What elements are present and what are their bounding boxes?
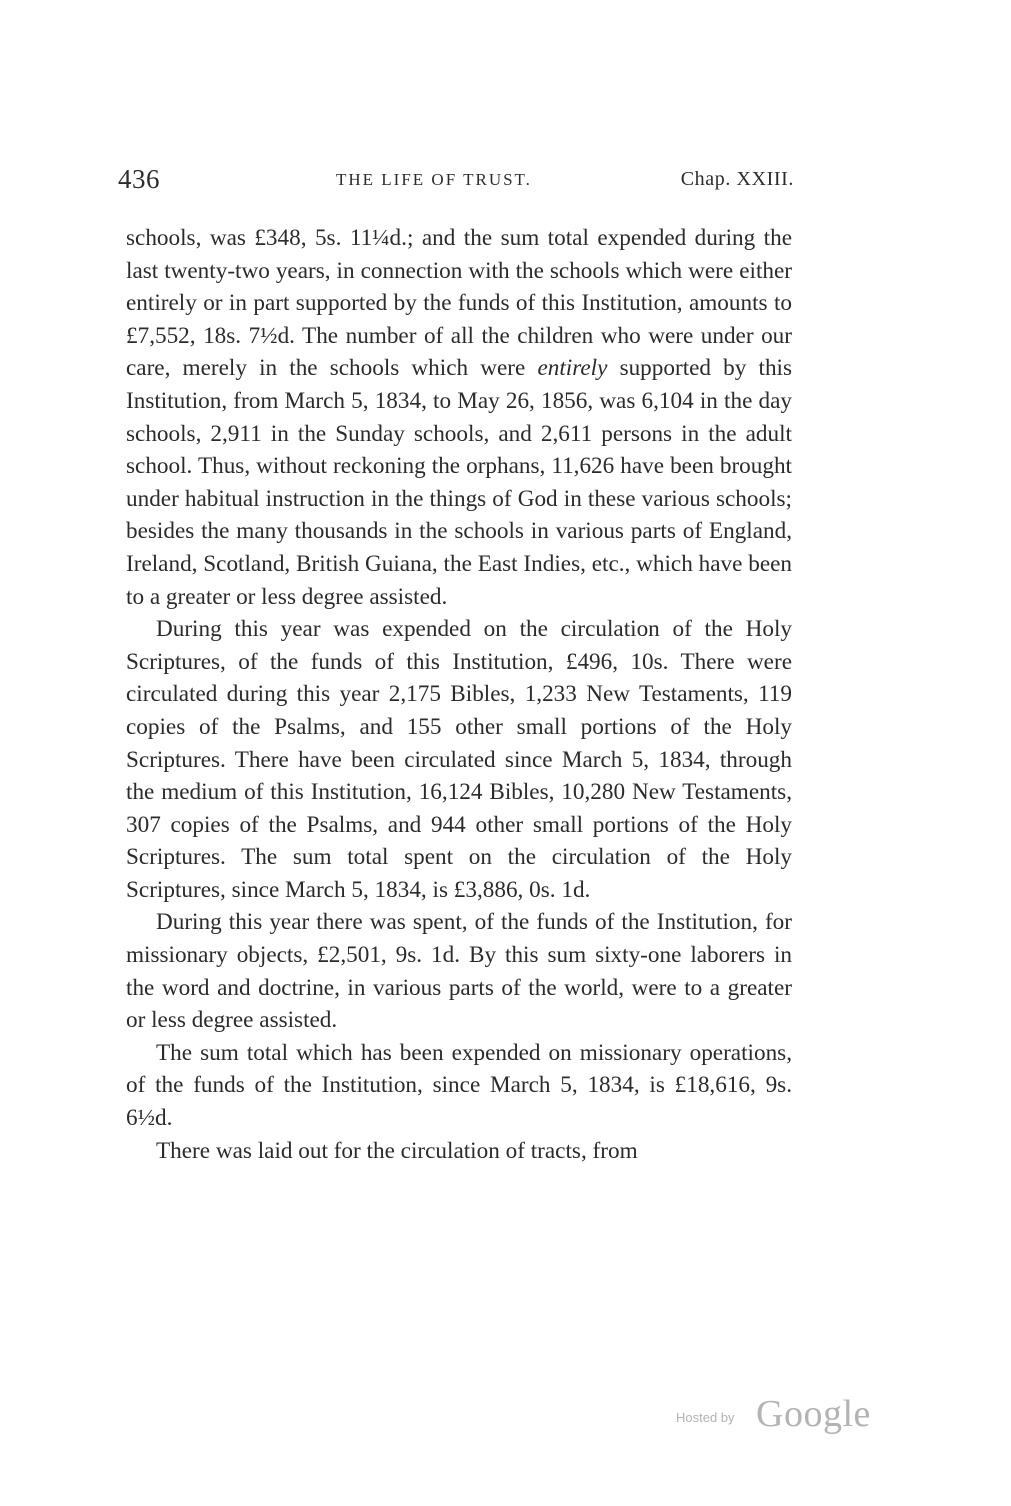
chapter-label: Chap. XXIII. <box>680 168 794 190</box>
paragraph-2: During this year was expended on the circulation of the Holy Scriptures, of the funds of this Institution, £496, 10s. There were circulated during this year 2,175 Bibles, 1,233 New Testaments, 119 copies of the Psalms, and 155 other small portions of the Holy Scriptures. There have been circulated since March 5, 1834, through the medium of this Institution, 16,124 Bibles, 10,280 New Testaments, 307 copies of the Psalms, and 944 other small portions of the Holy Scriptures. The sum total spent on the circulation of the Holy Scriptures, since March 5, 1834, is £3,886, 0s. 1d. <box>126 616 792 903</box>
hosted-by-watermark <box>676 1392 886 1440</box>
paragraph-1-emphasis: entirely <box>537 355 608 382</box>
page-number: 436 <box>118 164 160 194</box>
body-text <box>126 222 792 1167</box>
paragraph-1-text-b: supported by this Institution, from March 5, 1834, to May 26, 1856, was 6,104 in the day schools, 2,911 in the Sunday schools, and 2,611 persons in the adult school. Thus, without reckoning the orphans, 11,626 have been brought under habitual instruction in the things of God in these various schools; besides the many thousands in the schools in various parts of England, Ireland, Scotland, British Guiana, the East Indies, etc., which have been to a greater or less degree assisted. <box>126 355 792 610</box>
paragraph-4: The sum total which has been expended on missionary operations, of the funds of the Institution, since March 5, 1834, is £18,616, 9s. 6½d. <box>126 1039 792 1132</box>
paragraph-1-text-a: schools, was £348, 5s. 11¼d.; and the sum total expended during the last twenty-two years, in connection with the schools which were either entirely or in part supported by the funds of this Institution, amounts to £7,552, 18s. 7½d. The number of all the children who were under our care, merely in the schools which were <box>126 225 792 382</box>
google-logo: Google <box>756 1393 871 1435</box>
page-header <box>118 164 794 198</box>
watermark-prefix: Hosted by <box>676 1410 735 1425</box>
paragraph-3: During this year there was spent, of the funds of the Institution, for missionary objects, £2,501, 9s. 1d. By this sum sixty-one laborers in the word and doctrine, in various parts of the world, were to a greater or less degree assisted. <box>126 909 792 1034</box>
paragraph-1 <box>126 222 792 613</box>
running-title: THE LIFE OF TRUST. <box>336 170 532 189</box>
paragraph-5: There was laid out for the circulation of tracts, from <box>156 1137 638 1164</box>
